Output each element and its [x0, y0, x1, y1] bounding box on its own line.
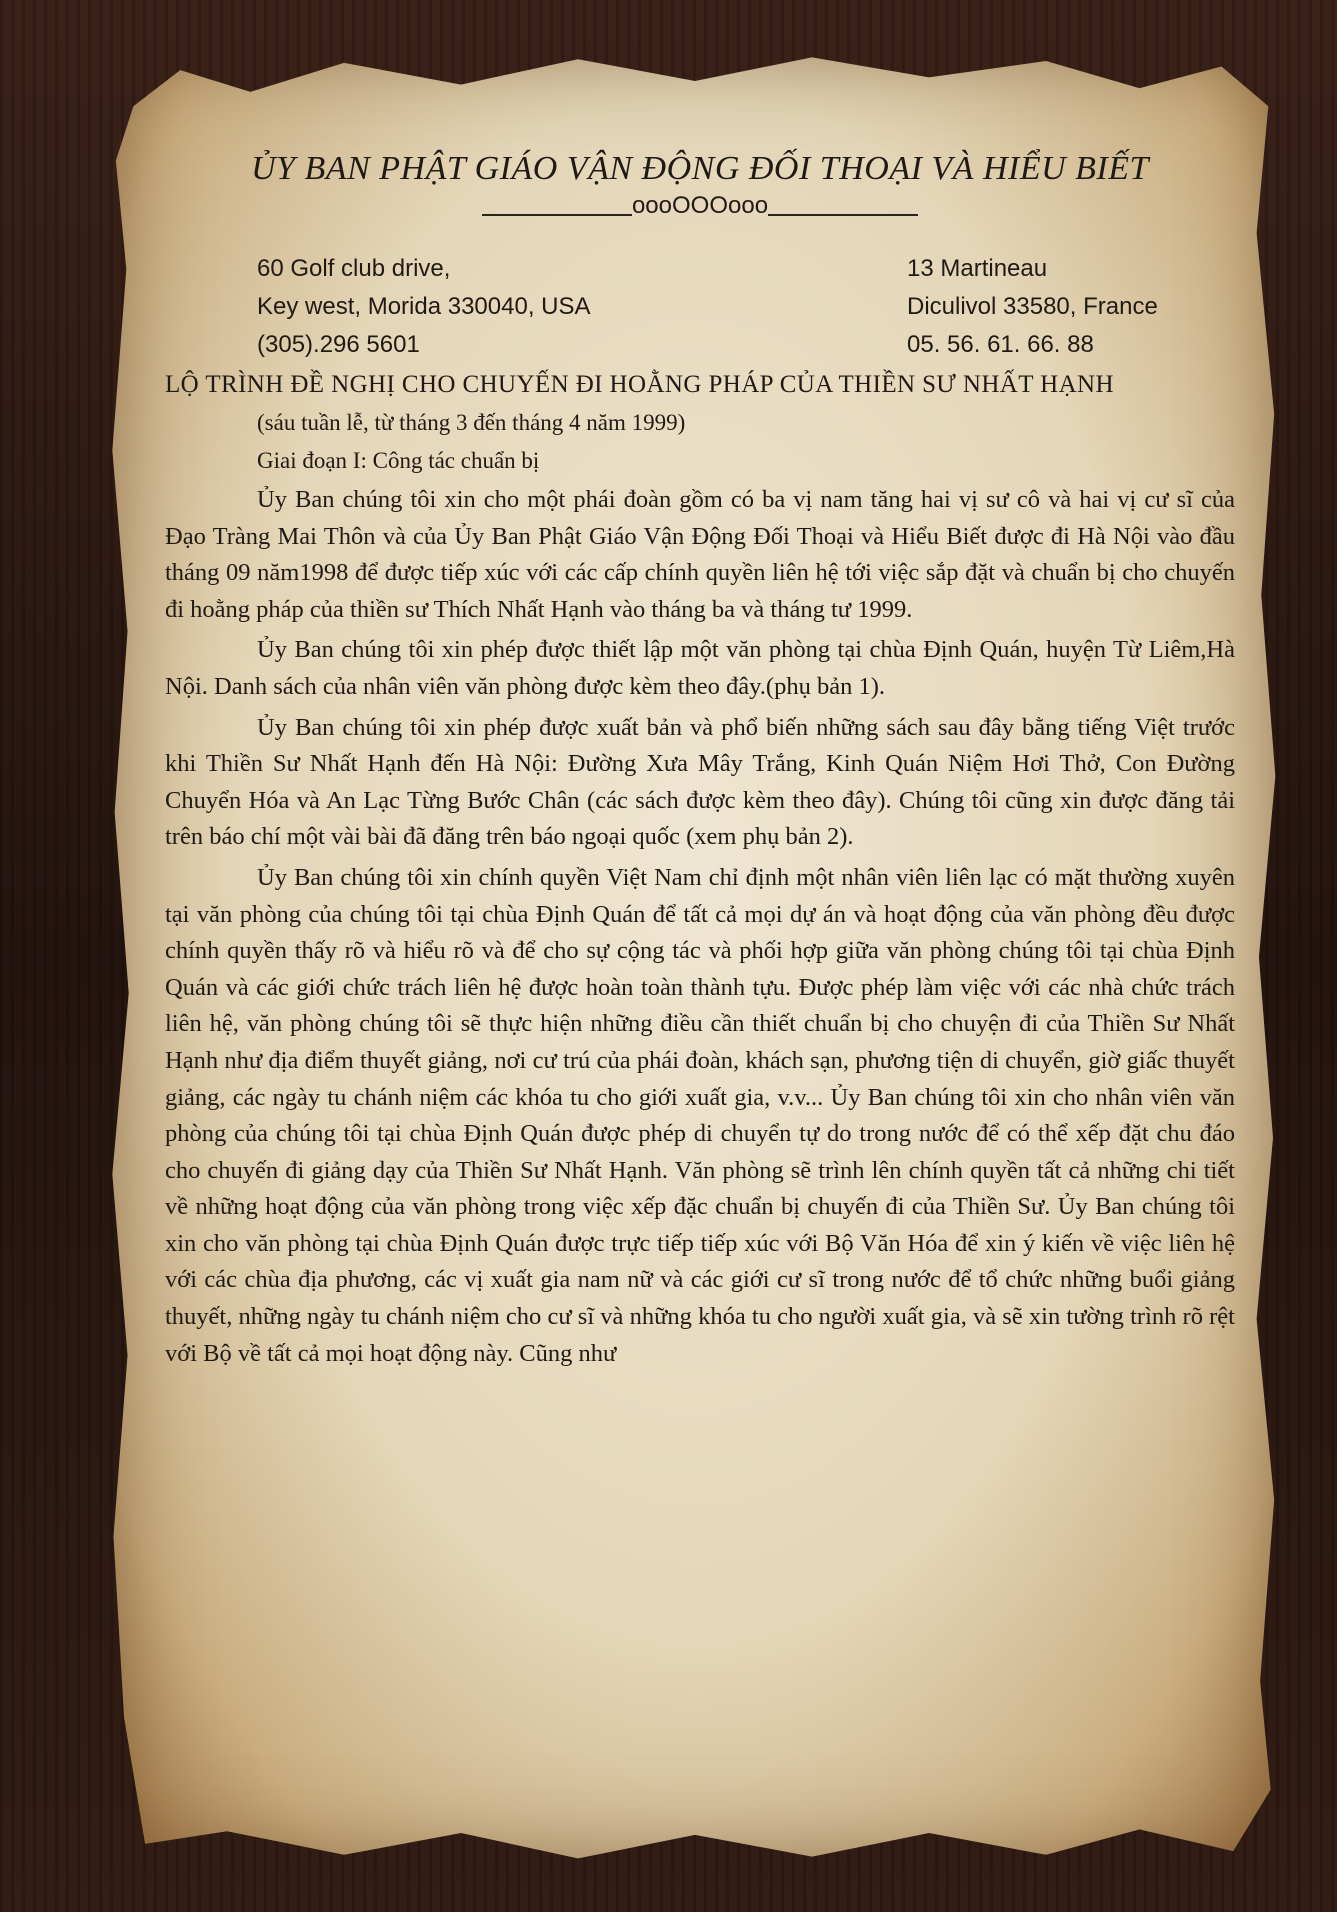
address-left-line: (305).296 5601	[257, 331, 420, 358]
duration-note: (sáu tuần lễ, từ tháng 3 đến tháng 4 năm 1999)	[257, 410, 686, 435]
proposal-title: LỘ TRÌNH ĐỀ NGHỊ CHO CHUYẾN ĐI HOẰNG PHÁP CỦA THIỀN SƯ NHẤT HẠNH	[165, 371, 1114, 398]
header-divider	[165, 192, 1235, 220]
address-right-line: Diculivol 33580, France	[907, 293, 1158, 320]
phase-heading: Giai đoạn I: Công tác chuẩn bị	[257, 448, 540, 473]
address-right-line: 13 Martineau	[907, 255, 1048, 282]
address-left-line: Key west, Morida 330040, USA	[257, 293, 591, 320]
address-right	[907, 250, 1207, 364]
address-left-line: 60 Golf club drive,	[257, 255, 451, 282]
org-title: ỦY BAN PHẬT GIÁO VẬN ĐỘNG ĐỐI THOẠI VÀ HIỂU BIẾT	[251, 150, 1149, 187]
paragraph: Ủy Ban chúng tôi xin chính quyền Việt Nam chỉ định một nhân viên liên lạc có mặt thường xuyên tại văn phòng của chúng tôi tại chùa Định Quán để tất cả mọi dự án và hoạt động của văn phòng đều được chính quyền thấy rõ và hiểu rõ và để cho sự cộng tác và phối hợp giữa văn phòng chúng tôi tại chùa Định Quán và các giới chức trách liên hệ được hoàn toàn thành tựu. Được phép làm việc với các nhà chức trách liên hệ, văn phòng chúng tôi sẽ thực hiện những điều cần thiết chuẩn bị cho chuyện đi của Thiền Sư Nhất Hạnh như địa điểm thuyết giảng, nơi cư trú của phái đoàn, khách sạn, phương tiện di chuyển, giờ giấc thuyết giảng, các ngày tu chánh niệm các khóa tu cho giới xuất gia, v.v... Ủy Ban chúng tôi xin cho nhân viên văn phòng của chúng tôi tại chùa Định Quán được phép di chuyển tự do trong nước để có thể xếp đặt chu đáo cho chuyến đi giảng dạy của Thiền Sư Nhất Hạnh. Văn phòng sẽ trình lên chính quyền tất cả những chi tiết về những hoạt động của văn phòng trong việc xếp đặc chuẩn bị chuyến đi của Thiền Sư. Ủy Ban chúng tôi xin cho văn phòng tại chùa Định Quán được trực tiếp tiếp xúc với Bộ Văn Hóa để xin ý kiến về việc liên hệ với các chùa địa phương, các vị xuất gia nam nữ và các giới cư sĩ trong nước để tổ chức những buổi giảng thuyết, những ngày tu chánh niệm cho cư sĩ và những khóa tu cho người xuất gia, và sẽ xin tường trình rõ rệt với Bộ về tất cả mọi hoạt động này. Cũng như	[165, 863, 1235, 1367]
document-body	[165, 150, 1235, 1372]
address-left	[257, 250, 591, 364]
divider-rule-left	[482, 214, 632, 216]
divider-ornament: oooOOOooo	[631, 192, 769, 219]
divider-rule-right	[768, 214, 918, 216]
paragraph: Ủy Ban chúng tôi xin cho một phái đoàn gồm có ba vị nam tăng hai vị sư cô và hai vị cư sĩ của Đạo Tràng Mai Thôn và của Ủy Ban Phật Giáo Vận Động Đối Thoại và Hiểu Biết được đi Hà Nội vào đầu tháng 09 năm1998 để được tiếp xúc với các cấp chính quyền liên hệ tới việc sắp đặt và chuẩn bị cho chuyến đi hoằng pháp của thiền sư Thích Nhất Hạnh vào tháng ba và tháng tư 1999.	[165, 486, 1235, 623]
address-block	[165, 250, 1235, 364]
address-right-line: 05. 56. 61. 66. 88	[907, 331, 1094, 358]
paragraph: Ủy Ban chúng tôi xin phép được xuất bản và phổ biến những sách sau đây bằng tiếng Việt trước khi Thiền Sư Nhất Hạnh đến Hà Nội: Đường Xưa Mây Trắng, Kinh Quán Niệm Hơi Thở, Con Đường Chuyển Hóa và An Lạc Từng Bước Chân (các sách được kèm theo đây). Chúng tôi cũng xin được đăng tải trên báo chí một vài bài đã đăng trên báo ngoại quốc (xem phụ bản 2).	[165, 713, 1235, 851]
paragraph: Ủy Ban chúng tôi xin phép được thiết lập một văn phòng tại chùa Định Quán, huyện Từ Liêm,Hà Nội. Danh sách của nhân viên văn phòng được kèm theo đây.(phụ bản 1).	[165, 636, 1235, 700]
